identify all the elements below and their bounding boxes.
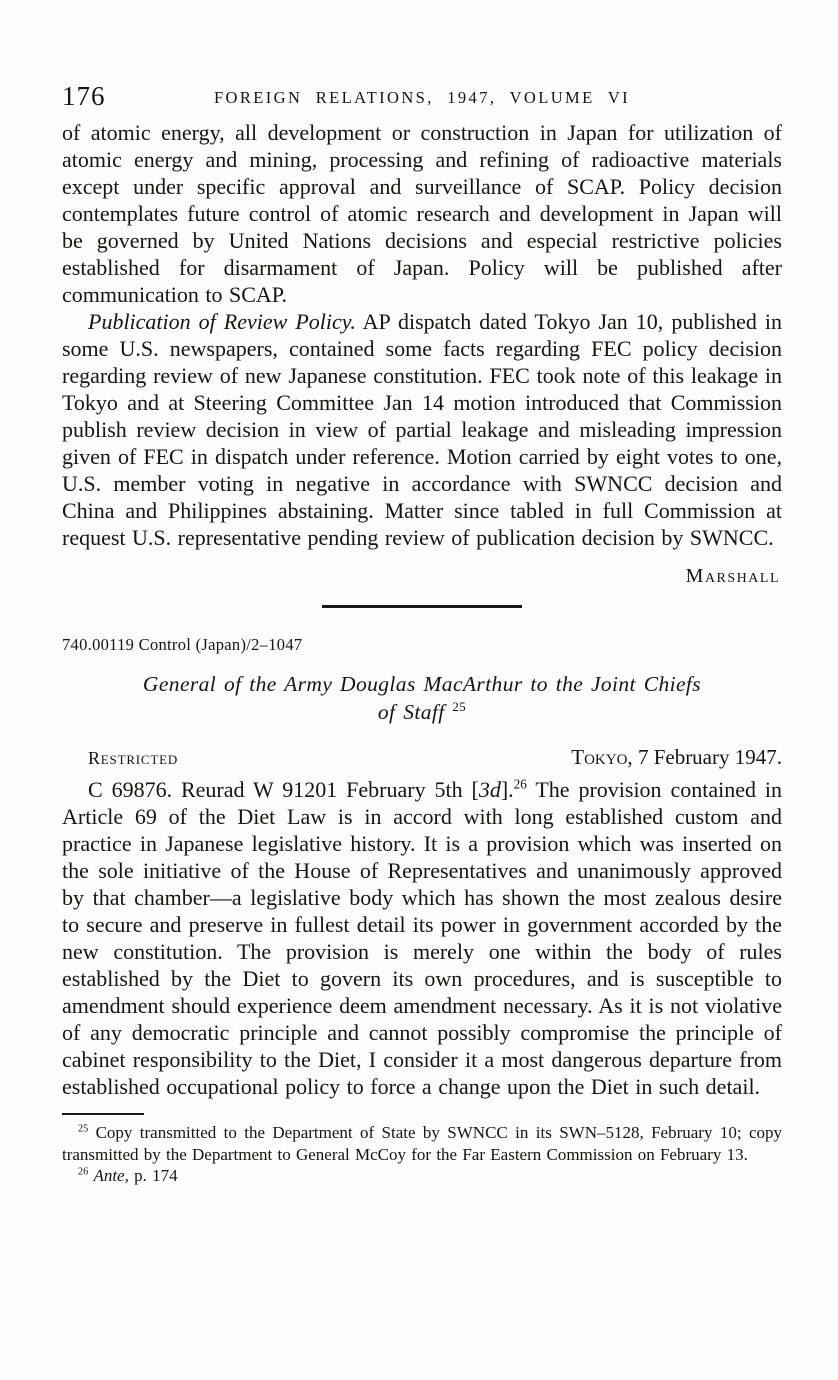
- archive-reference-line: 740.00119 Control (Japan)/2–1047: [62, 635, 303, 654]
- section-divider-rule: [322, 605, 522, 608]
- document-heading-line-1: General of the Army Douglas MacArthur to the Joint Chiefs: [142, 672, 702, 696]
- signature-marshall: Marshall: [685, 565, 780, 587]
- classification-label: Restricted: [88, 748, 179, 768]
- dateline: Tokyo, 7 February 1947.: [571, 745, 782, 769]
- document-marshall-telegram: [62, 119, 782, 590]
- document-heading-line-2: of Staff $^{25}$: [377, 699, 467, 724]
- page-header: [62, 82, 782, 112]
- footnotes-section: [62, 1113, 782, 1187]
- page-number: 176: [62, 81, 106, 111]
- running-header-title: FOREIGN RELATIONS, 1947, VOLUME VI: [213, 88, 631, 107]
- document-macarthur-telegram: [62, 635, 782, 1100]
- paragraph-c69876-diet-law: C 69876. Reurad W 91201 February 5th [3d].$^{26}$ The provision contained in Article 69 of the Diet Law is in accord with long established custom and practice in Japanese legislative history. It is a provision which was inserted on the sole initiative of the House of Representatives and unanimously approved by that chamber—a legislative body which has shown the most zealous desire to secure and preserve in fullest detail its power in government accorded by the new constitution. The provision is merely one within the body of rules established by the Diet to govern its own procedures, and is susceptible to amendment should experience deem amendment necessary. As it is not violative of any democratic principle and cannot possibly compromise the principle of cabinet responsibility to the Diet, I consider it a most dangerous departure from established occupational policy to force a change upon the Diet in such detail.: [62, 776, 782, 1099]
- footnote-26: $^{26}$ Ante, p. 174: [78, 1166, 178, 1185]
- paragraph-atomic-energy-policy: of atomic energy, all development or construction in Japan for utilization of atomic energy and mining, processing and refining of radioactive materials except under specific approval and surveillance of SCAP. Policy decision contemplates future control of atomic research and development in Japan will be governed by United Nations decisions and especial restrictive policies established for disarmament of Japan. Policy will be published after communication to SCAP.: [62, 120, 782, 307]
- footnote-separator-rule: [62, 1113, 144, 1115]
- footnote-25: $^{25}$ Copy transmitted to the Department of State by SWNCC in its SWN–5128, February 10; copy transmitted by the Department to General McCoy for the Far Eastern Commission on February 13.: [62, 1123, 782, 1164]
- paragraph-publication-of-review-policy: Publication of Review Policy. AP dispatch dated Tokyo Jan 10, published in some U.S. newspapers, contained some facts regarding FEC policy decision regarding review of new Japanese constitution. FEC took note of this leakage in Tokyo and at Steering Committee Jan 14 motion introduced that Commission publish review decision in view of partial leakage and misleading impression given of FEC in dispatch under reference. Motion carried by eight votes to one, U.S. member voting in negative in accordance with SWNCC decision and China and Philippines abstaining. Matter since tabled in full Commission at request U.S. representative pending review of publication decision by SWNCC.: [62, 309, 783, 550]
- document-heading: [62, 670, 782, 726]
- classification-dateline-row: [62, 745, 782, 770]
